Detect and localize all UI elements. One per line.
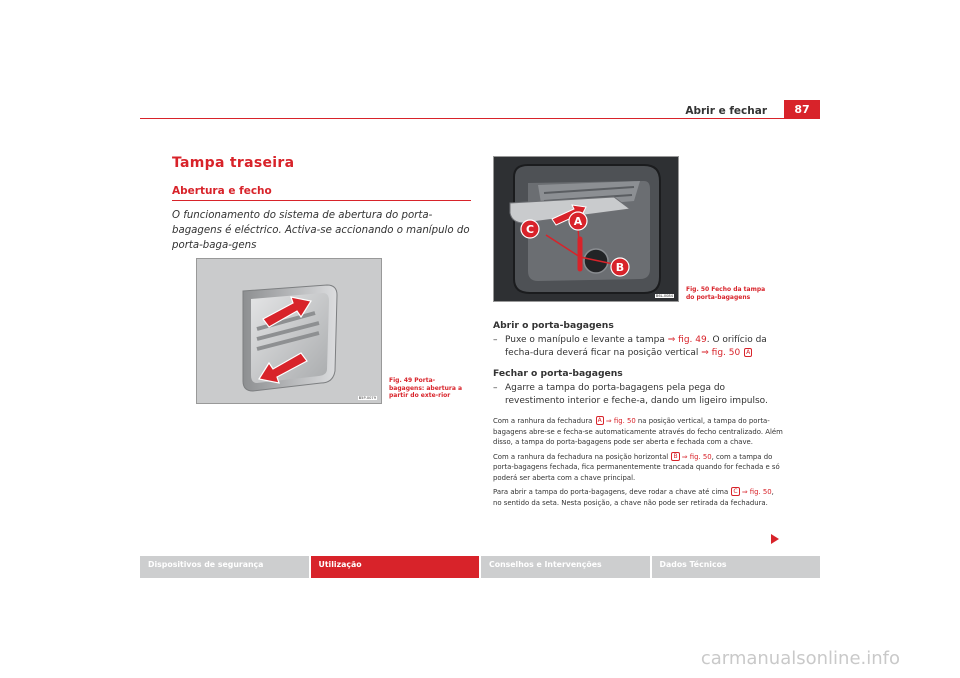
- figure-50-caption: Fig. 50 Fecho da tampa do porta-bagagens: [686, 286, 766, 301]
- fig-49-link[interactable]: ⇒ fig. 49: [667, 335, 707, 345]
- figure-50-code: B6L-0084: [655, 294, 673, 298]
- figure-49-caption: Fig. 49 Porta-bagagens: abertura a partir do exte-rior: [389, 377, 463, 399]
- figure-49-code: B5P-0079: [358, 396, 376, 400]
- section-title: Tampa traseira: [172, 155, 295, 171]
- tab-utilizacao[interactable]: Utilização: [311, 556, 480, 578]
- header-rule: [140, 118, 820, 119]
- subsection-rule: [172, 200, 471, 201]
- tab-dispositivos-seguranca[interactable]: Dispositivos de segurança: [140, 556, 309, 578]
- fig-50-link[interactable]: ⇒ fig. 50: [701, 347, 741, 358]
- tailgate-lock-illustration: [494, 157, 679, 302]
- bullet-dash: –: [493, 335, 498, 345]
- open-step: [493, 334, 783, 359]
- label-a: A: [573, 215, 583, 228]
- open-step-text: Puxe o manípulo e levante a tampa ⇒ fig. 49. O orifício da fecha-dura deverá ficar na posição vertical ⇒ fig. 50 A: [505, 335, 767, 358]
- open-heading: Abrir o porta-bagagens: [493, 320, 614, 331]
- tab-dados-tecnicos[interactable]: Dados Técnicos: [652, 556, 821, 578]
- position-c-box: C: [733, 488, 738, 495]
- instructions-column: [493, 320, 783, 512]
- note-paragraph-2: Com a ranhura da fechadura na posição horizontal B ⇒ fig. 50, com a tampa do porta-bagagens fechada, fica permanentemente trancada quando for fechada e só poderá ser aberta com a chave principal.: [493, 452, 780, 482]
- next-page-arrow-icon[interactable]: [771, 534, 779, 544]
- subsection-title: Abertura e fecho: [172, 185, 272, 197]
- position-b-box: B: [673, 452, 678, 460]
- note-paragraph-1: Com a ranhura da fechadura A ⇒ fig. 50 na posição vertical, a tampa do porta-bagagens abre-se e fecha-se automaticamente através do fecho centralizado. Além disso, a tampa do porta-bagagens pode ser aberta e fechada com a chave.: [493, 417, 783, 446]
- fig-50-link[interactable]: ⇒ fig. 50: [741, 488, 772, 496]
- intro-text: O funcionamento do sistema de abertura do porta-bagagens é eléctrico. Activa-se accionando o manípulo do porta-baga-gens: [172, 210, 470, 251]
- figure-49-tailgate-handle: [196, 258, 382, 404]
- page-number: 87: [784, 100, 820, 119]
- label-b: B: [615, 261, 625, 274]
- figure-50-lock: [493, 156, 679, 302]
- close-step-text: Agarre a tampa do porta-bagagens pela pega do revestimento interior e feche-a, dando um ligeiro impulso.: [505, 383, 768, 406]
- watermark: carmanualsonline.info: [700, 648, 900, 669]
- fig-50-link[interactable]: ⇒ fig. 50: [605, 417, 636, 425]
- footer-tabs: [140, 556, 820, 578]
- header-title: Abrir e fechar: [685, 105, 767, 117]
- tailgate-handle-illustration: [197, 259, 382, 404]
- note-paragraph-3: Para abrir a tampa do porta-bagagens, deve rodar a chave até cima C ⇒ fig. 50, no sentido da seta. Nesta posição, a chave não pode ser retirada da fechadura.: [493, 488, 774, 507]
- close-step: [493, 382, 783, 407]
- label-c: C: [525, 223, 535, 236]
- position-a-box: A: [597, 417, 602, 424]
- fig-50-link[interactable]: ⇒ fig. 50: [681, 452, 712, 461]
- tab-conselhos-intervencoes[interactable]: Conselhos e Intervenções: [481, 556, 650, 578]
- position-a-box: A: [746, 348, 751, 356]
- close-heading: Fechar o porta-bagagens: [493, 368, 623, 379]
- bullet-dash: –: [493, 383, 498, 393]
